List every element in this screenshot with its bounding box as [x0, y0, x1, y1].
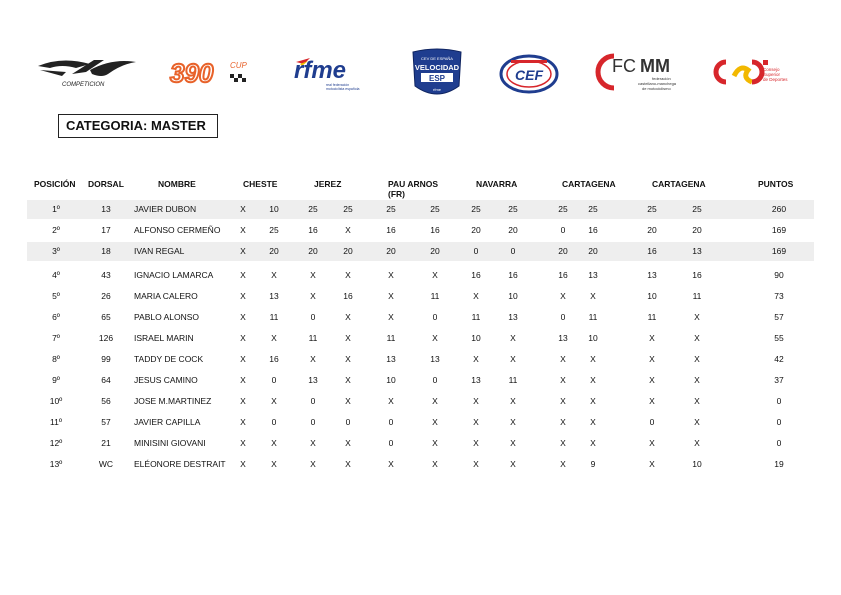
- header-cartagena-2: CARTAGENA: [652, 179, 706, 189]
- race-result-cell: 16: [269, 354, 279, 364]
- race-result-cell: X: [590, 291, 596, 301]
- race-result-cell: X: [649, 375, 655, 385]
- points-cell: 260: [771, 204, 787, 214]
- race-result-cell: 16: [588, 225, 598, 235]
- race-result-cell: X: [310, 438, 316, 448]
- points-cell: 169: [771, 225, 787, 235]
- race-result-cell: X: [649, 354, 655, 364]
- race-result-cell: X: [240, 354, 246, 364]
- race-result-cell: 10: [647, 291, 657, 301]
- dorsal-cell: 13: [101, 204, 111, 214]
- race-result-cell: X: [510, 459, 516, 469]
- points-cell: 42: [774, 354, 784, 364]
- points-cell: 169: [771, 246, 787, 256]
- race-result-cell: 11: [308, 333, 318, 343]
- header-cartagena-1: CARTAGENA: [562, 179, 616, 189]
- race-result-cell: X: [310, 270, 316, 280]
- race-result-cell: 0: [649, 417, 655, 427]
- race-result-cell: 13: [508, 312, 518, 322]
- race-result-cell: X: [649, 333, 655, 343]
- race-result-cell: 0: [345, 417, 351, 427]
- race-result-cell: 25: [269, 225, 279, 235]
- race-result-cell: 20: [508, 225, 518, 235]
- race-result-cell: 25: [471, 204, 481, 214]
- svg-text:CEF: CEF: [515, 67, 543, 83]
- race-result-cell: X: [345, 459, 351, 469]
- race-result-cell: X: [510, 354, 516, 364]
- name-cell: MINISINI GIOVANI: [134, 438, 206, 448]
- race-result-cell: 10: [269, 204, 279, 214]
- name-cell: JESUS CAMINO: [134, 375, 198, 385]
- points-cell: 90: [774, 270, 784, 280]
- race-result-cell: 16: [508, 270, 518, 280]
- race-result-cell: 20: [692, 225, 702, 235]
- position-cell: 9º: [52, 375, 60, 385]
- table-row: [27, 371, 814, 390]
- svg-text:Superior: Superior: [763, 72, 781, 77]
- name-cell: MARIA CALERO: [134, 291, 198, 301]
- race-result-cell: 13: [588, 270, 598, 280]
- table-row: [27, 350, 814, 369]
- race-result-cell: X: [240, 291, 246, 301]
- name-cell: IGNACIO LAMARCA: [134, 270, 214, 280]
- race-result-cell: X: [432, 459, 438, 469]
- svg-text:federación: federación: [652, 76, 671, 81]
- race-result-cell: X: [694, 396, 700, 406]
- fcmm-logo: [592, 50, 682, 94]
- rfme-logo: [290, 52, 375, 92]
- race-result-cell: 25: [430, 204, 440, 214]
- race-result-cell: 13: [430, 354, 440, 364]
- race-result-cell: 0: [271, 375, 277, 385]
- name-cell: PABLO ALONSO: [134, 312, 200, 322]
- svg-text:390: 390: [170, 58, 214, 88]
- race-result-cell: X: [473, 291, 479, 301]
- dorsal-cell: 57: [101, 417, 111, 427]
- race-result-cell: X: [240, 312, 246, 322]
- race-result-cell: 25: [558, 204, 568, 214]
- race-result-cell: 9: [590, 459, 596, 469]
- race-result-cell: X: [345, 270, 351, 280]
- position-cell: 10º: [49, 396, 63, 406]
- race-result-cell: X: [560, 438, 566, 448]
- race-result-cell: 25: [647, 204, 657, 214]
- race-result-cell: 16: [692, 270, 702, 280]
- race-result-cell: X: [240, 270, 246, 280]
- dorsal-cell: 17: [101, 225, 111, 235]
- race-result-cell: 0: [310, 396, 316, 406]
- race-result-cell: 0: [388, 438, 394, 448]
- race-result-cell: 16: [647, 246, 657, 256]
- race-result-cell: X: [510, 396, 516, 406]
- race-result-cell: X: [560, 375, 566, 385]
- race-result-cell: X: [310, 354, 316, 364]
- position-cell: 11º: [50, 417, 62, 427]
- race-result-cell: 0: [432, 312, 438, 322]
- race-result-cell: X: [345, 312, 351, 322]
- race-result-cell: 25: [386, 204, 396, 214]
- race-result-cell: X: [240, 246, 246, 256]
- race-result-cell: 13: [269, 291, 279, 301]
- points-cell: 73: [774, 291, 784, 301]
- race-result-cell: 20: [471, 225, 481, 235]
- header-puntos: PUNTOS: [758, 179, 794, 189]
- race-result-cell: X: [271, 270, 277, 280]
- race-result-cell: 11: [269, 312, 279, 322]
- race-result-cell: 20: [343, 246, 353, 256]
- race-result-cell: 25: [692, 204, 702, 214]
- race-result-cell: X: [590, 354, 596, 364]
- race-result-cell: X: [271, 396, 277, 406]
- race-result-cell: X: [473, 354, 479, 364]
- table-row: [27, 200, 814, 219]
- race-result-cell: X: [649, 396, 655, 406]
- race-result-cell: X: [590, 417, 596, 427]
- table-row: [27, 287, 814, 306]
- race-result-cell: X: [345, 396, 351, 406]
- dorsal-cell: WC: [98, 459, 114, 469]
- race-result-cell: X: [694, 438, 700, 448]
- table-row: [27, 329, 814, 348]
- svg-text:MM: MM: [640, 56, 670, 76]
- race-result-cell: 0: [310, 312, 316, 322]
- table-row: [27, 455, 814, 474]
- race-result-cell: 25: [308, 204, 318, 214]
- sponsor-logos: [0, 40, 841, 110]
- race-result-cell: 16: [343, 291, 353, 301]
- dorsal-cell: 99: [101, 354, 111, 364]
- velocidad-esp-logo: [409, 48, 465, 104]
- table-row: [27, 413, 814, 432]
- race-result-cell: X: [473, 438, 479, 448]
- name-cell: ELÉONORE DESTRAIT: [134, 459, 226, 469]
- points-cell: 37: [774, 375, 784, 385]
- svg-text:motociclista española: motociclista española: [326, 87, 360, 91]
- race-result-cell: 0: [310, 417, 316, 427]
- race-result-cell: 11: [508, 375, 518, 385]
- table-row: [27, 266, 814, 285]
- race-result-cell: X: [271, 438, 277, 448]
- race-result-cell: X: [694, 375, 700, 385]
- name-cell: ALFONSO CERMEÑO: [134, 225, 221, 235]
- race-result-cell: X: [240, 459, 246, 469]
- header-pau-arnos: PAU ARNOS (FR): [388, 179, 439, 199]
- race-result-cell: X: [694, 354, 700, 364]
- race-result-cell: X: [560, 459, 566, 469]
- race-result-cell: X: [240, 225, 246, 235]
- svg-text:de Deportes: de Deportes: [763, 77, 788, 82]
- position-cell: 3º: [52, 246, 60, 256]
- race-result-cell: 25: [343, 204, 353, 214]
- race-result-cell: X: [560, 396, 566, 406]
- svg-text:CUP: CUP: [230, 61, 247, 70]
- svg-text:Consejo: Consejo: [763, 67, 780, 72]
- race-result-cell: X: [388, 459, 394, 469]
- race-result-cell: 16: [308, 225, 318, 235]
- rk-competicion-logo: [32, 52, 142, 90]
- race-result-cell: X: [510, 438, 516, 448]
- race-result-cell: X: [694, 333, 700, 343]
- position-cell: 2º: [52, 225, 60, 235]
- race-result-cell: X: [510, 333, 516, 343]
- race-result-cell: 13: [308, 375, 318, 385]
- race-result-cell: 20: [647, 225, 657, 235]
- svg-text:FC: FC: [612, 56, 636, 76]
- race-result-cell: 25: [508, 204, 518, 214]
- header-posicion: POSICIÓN: [34, 179, 76, 189]
- svg-text:rfme: rfme: [433, 87, 441, 92]
- race-result-cell: 0: [388, 417, 394, 427]
- race-result-cell: X: [388, 396, 394, 406]
- race-result-cell: 11: [430, 291, 440, 301]
- position-cell: 5º: [52, 291, 60, 301]
- race-result-cell: 11: [692, 291, 702, 301]
- race-result-cell: 13: [692, 246, 702, 256]
- dorsal-cell: 18: [101, 246, 111, 256]
- race-result-cell: 20: [386, 246, 396, 256]
- position-cell: 12º: [49, 438, 63, 448]
- dorsal-cell: 21: [101, 438, 111, 448]
- dorsal-cell: 56: [101, 396, 111, 406]
- svg-text:rfme: rfme: [294, 57, 347, 84]
- race-result-cell: X: [345, 225, 351, 235]
- race-result-cell: X: [560, 417, 566, 427]
- name-cell: IVAN REGAL: [134, 246, 185, 256]
- race-result-cell: X: [310, 291, 316, 301]
- race-result-cell: X: [649, 459, 655, 469]
- svg-text:castellano-manchega: castellano-manchega: [638, 81, 677, 86]
- header-cheste: CHESTE: [243, 179, 278, 189]
- dorsal-cell: 26: [101, 291, 111, 301]
- race-result-cell: X: [473, 417, 479, 427]
- position-cell: 6º: [52, 312, 60, 322]
- position-cell: 7º: [52, 333, 60, 343]
- name-cell: ISRAEL MARIN: [134, 333, 194, 343]
- race-result-cell: 10: [386, 375, 396, 385]
- svg-text:real federación: real federación: [326, 83, 350, 87]
- race-result-cell: X: [590, 375, 596, 385]
- race-result-cell: 10: [588, 333, 598, 343]
- race-result-cell: X: [388, 291, 394, 301]
- race-result-cell: X: [240, 375, 246, 385]
- position-cell: 1º: [52, 204, 60, 214]
- race-result-cell: 25: [588, 204, 598, 214]
- points-cell: 19: [774, 459, 784, 469]
- svg-text:ESP: ESP: [428, 74, 446, 83]
- race-result-cell: 20: [588, 246, 598, 256]
- race-result-cell: 0: [432, 375, 438, 385]
- race-result-cell: 13: [647, 270, 657, 280]
- race-result-cell: 20: [430, 246, 440, 256]
- race-result-cell: X: [310, 459, 316, 469]
- race-result-cell: 10: [692, 459, 702, 469]
- race-result-cell: X: [510, 417, 516, 427]
- points-cell: 0: [776, 417, 782, 427]
- race-result-cell: X: [473, 396, 479, 406]
- points-cell: 57: [774, 312, 784, 322]
- category-title: CATEGORIA: MASTER: [58, 114, 218, 138]
- cef-logo: [499, 54, 559, 94]
- dorsal-cell: 64: [101, 375, 111, 385]
- race-result-cell: X: [271, 333, 277, 343]
- race-result-cell: X: [694, 312, 700, 322]
- race-result-cell: 20: [269, 246, 279, 256]
- race-result-cell: X: [240, 438, 246, 448]
- header-jerez: JEREZ: [314, 179, 342, 189]
- race-result-cell: 10: [471, 333, 481, 343]
- race-result-cell: 0: [560, 225, 566, 235]
- name-cell: JOSE M.MARTINEZ: [134, 396, 212, 406]
- dorsal-cell: 65: [101, 312, 111, 322]
- points-cell: 55: [774, 333, 784, 343]
- name-cell: JAVIER CAPILLA: [134, 417, 201, 427]
- position-cell: 8º: [52, 354, 60, 364]
- position-cell: 13º: [49, 459, 63, 469]
- race-result-cell: X: [432, 417, 438, 427]
- race-result-cell: 13: [386, 354, 396, 364]
- race-result-cell: 16: [430, 225, 440, 235]
- table-row: [27, 392, 814, 411]
- race-result-cell: X: [240, 396, 246, 406]
- race-result-cell: X: [345, 333, 351, 343]
- points-cell: 0: [776, 438, 782, 448]
- svg-text:CEV DE ESPAÑA: CEV DE ESPAÑA: [421, 56, 453, 61]
- race-result-cell: X: [345, 375, 351, 385]
- svg-text:de motociclismo: de motociclismo: [642, 86, 671, 91]
- race-result-cell: X: [388, 312, 394, 322]
- race-result-cell: X: [388, 270, 394, 280]
- header-nombre: NOMBRE: [158, 179, 196, 189]
- race-result-cell: 20: [308, 246, 318, 256]
- rk-label: COMPETICION: [62, 82, 105, 88]
- race-result-cell: 10: [508, 291, 518, 301]
- race-result-cell: 0: [473, 246, 479, 256]
- dorsal-cell: 43: [101, 270, 111, 280]
- race-result-cell: X: [432, 333, 438, 343]
- svg-text:VELOCIDAD: VELOCIDAD: [414, 63, 460, 72]
- race-result-cell: X: [560, 354, 566, 364]
- race-result-cell: 16: [471, 270, 481, 280]
- table-row: [27, 221, 814, 240]
- race-result-cell: 0: [271, 417, 277, 427]
- 390-cup-logo: [168, 56, 263, 88]
- race-result-cell: 0: [510, 246, 516, 256]
- race-result-cell: 11: [471, 312, 481, 322]
- race-result-cell: X: [694, 417, 700, 427]
- race-result-cell: X: [240, 417, 246, 427]
- race-result-cell: 11: [588, 312, 598, 322]
- table-row: [27, 242, 814, 261]
- race-result-cell: 11: [647, 312, 657, 322]
- race-result-cell: 13: [558, 333, 568, 343]
- race-result-cell: X: [649, 438, 655, 448]
- race-result-cell: X: [432, 270, 438, 280]
- header-navarra: NAVARRA: [476, 179, 518, 189]
- race-result-cell: X: [345, 354, 351, 364]
- race-result-cell: X: [473, 459, 479, 469]
- csd-logo: [712, 56, 794, 90]
- race-result-cell: X: [590, 438, 596, 448]
- race-result-cell: 11: [386, 333, 396, 343]
- dorsal-cell: 126: [98, 333, 114, 343]
- race-result-cell: 13: [471, 375, 481, 385]
- race-result-cell: X: [432, 396, 438, 406]
- race-result-cell: 0: [560, 312, 566, 322]
- race-result-cell: X: [432, 438, 438, 448]
- position-cell: 4º: [52, 270, 60, 280]
- race-result-cell: 20: [558, 246, 568, 256]
- points-cell: 0: [776, 396, 782, 406]
- race-result-cell: 16: [558, 270, 568, 280]
- name-cell: TADDY DE COCK: [134, 354, 204, 364]
- race-result-cell: X: [240, 333, 246, 343]
- table-row: [27, 434, 814, 453]
- race-result-cell: X: [240, 204, 246, 214]
- table-row: [27, 308, 814, 327]
- race-result-cell: X: [271, 459, 277, 469]
- header-dorsal: DORSAL: [88, 179, 124, 189]
- race-result-cell: 16: [386, 225, 396, 235]
- race-result-cell: X: [345, 438, 351, 448]
- race-result-cell: X: [560, 291, 566, 301]
- name-cell: JAVIER DUBON: [134, 204, 197, 214]
- race-result-cell: X: [590, 396, 596, 406]
